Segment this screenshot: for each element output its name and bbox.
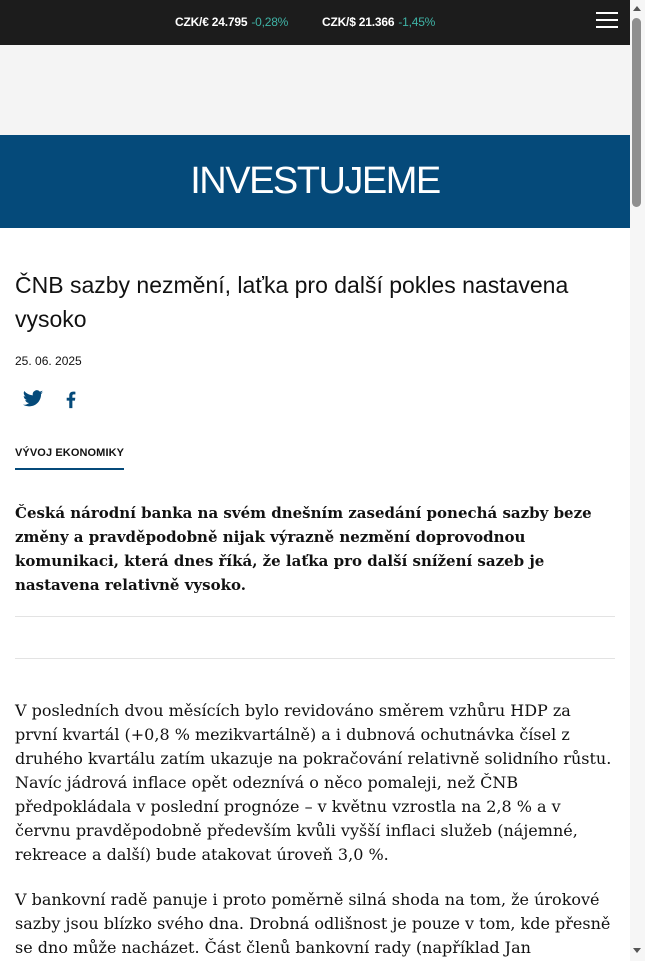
scrollbar-thumb[interactable] (632, 18, 641, 207)
scroll-down-arrow-icon[interactable] (633, 948, 641, 953)
article-paragraph: V bankovní radě panuje i proto poměrně silná shoda na tom, že úrokové sazby jsou blízko svého dna. Drobná odlišnost je pouze v tom, kde přesně se dno může nacházet. Část členů bankovní rady (například Jan (15, 890, 611, 957)
article-paragraph: V posledních dvou měsících bylo revidováno směrem vzhůru HDP za první kvartál (+0,8 % mezikvartálně) a i dubnová ochutnávka čísel z druhého kvartálu zatím ukazuje na pokračování relativně solidního růstu. Navíc jádrová inflace opět odeznívá o něco pomaleji, než ČNB předpokládala v poslední prognóze – v květnu vzrostla na 2,8 % a v červnu pravděpodobně především kvůli vyšší inflaci služeb (nájemné, rekreace a další) bude atakovat úroveň 3,0 %. (15, 701, 612, 864)
ticker-eur-change: -0,28% (251, 15, 289, 29)
ad-placeholder (0, 45, 630, 135)
site-logo[interactable]: INVESTUJEME (190, 160, 440, 202)
article-title: ČNB sazby nezmění, laťka pro další pokles nastavena vysoko (15, 272, 569, 332)
ticker-eur[interactable] (175, 15, 288, 29)
facebook-icon[interactable] (59, 388, 83, 410)
category-tag[interactable]: VÝVOJ EKONOMIKY (15, 447, 124, 470)
article-perex: Česká národní banka na svém dnešním zasedání ponechá sazby beze změny a pravděpodobně nijak výrazně nezmění doprovodnou komunikaci, která dnes říká, že laťka pro další snížení sazeb je nastavena relativně vysoko. (15, 504, 592, 594)
divider (15, 616, 615, 617)
ticker-usd-label: CZK/$ 21.366 (322, 15, 395, 29)
ticker-usd[interactable] (322, 15, 435, 29)
top-ticker-bar (0, 0, 630, 45)
scroll-up-arrow-icon[interactable] (633, 6, 641, 11)
ticker-eur-label: CZK/€ 24.795 (175, 15, 248, 29)
ticker-usd-change: -1,45% (398, 15, 436, 29)
hamburger-menu-icon[interactable] (596, 12, 618, 32)
article-date: 25. 06. 2025 (15, 354, 82, 368)
twitter-icon[interactable] (21, 388, 45, 410)
divider (15, 658, 615, 659)
